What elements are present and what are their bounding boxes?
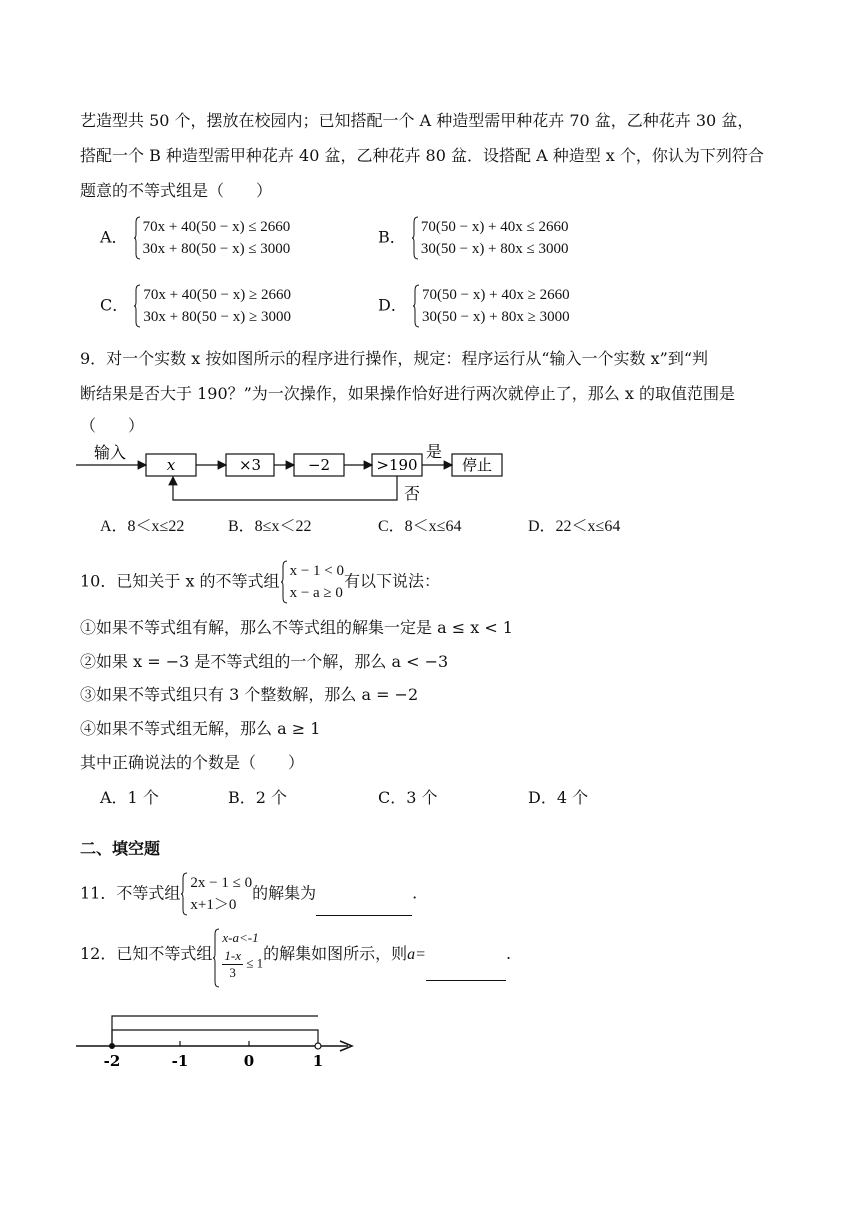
- brace-icon: [133, 284, 141, 328]
- system-line-1: 70x + 40(50 − x) ≥ 2660: [143, 287, 291, 303]
- q12-variable: a=: [407, 946, 426, 963]
- q8-line1: 艺造型共 50 个，摆放在校园内；已知搭配一个 A 种造型需甲种花卉 70 盆，乙种花卉 30 盆，: [80, 111, 754, 130]
- q8-line3: 题意的不等式组是（ ）: [80, 181, 273, 200]
- q10-statement-1: ①如果不等式组有解，那么不等式组的解集一定是 a ≤ x < 1: [80, 618, 513, 637]
- q10-ask: 其中正确说法的个数是（ ）: [80, 753, 305, 772]
- program-flowchart: [76, 438, 516, 518]
- inequality-system: [280, 560, 344, 604]
- brace-icon: [212, 928, 220, 988]
- option-label: C．: [100, 295, 129, 315]
- q12-intro: 12．已知不等式组: [80, 944, 213, 963]
- q11-end: .: [412, 883, 418, 903]
- fraction-denominator: 3: [229, 965, 236, 980]
- flow-box-times3-label: ×3: [238, 456, 262, 474]
- inequality-system: [133, 216, 291, 260]
- system-line-2: 30(50 − x) + 80x ≤ 3000: [420, 241, 569, 257]
- closed-point: [109, 1043, 115, 1049]
- q10-option-d[interactable]: D．4 个: [528, 788, 589, 807]
- system-line-1: 70(50 − x) + 40x ≤ 2660: [420, 219, 569, 235]
- solution-bracket-lower: [112, 1030, 318, 1046]
- flow-yes-label: 是: [426, 442, 443, 461]
- q9-line1: 9．对一个实数 x 按如图所示的程序进行操作，规定：程序运行从“输入一个实数 x”到“判: [80, 349, 709, 368]
- tick-label: -2: [103, 1052, 121, 1070]
- q10-statement-3: ③如果不等式组只有 3 个整数解，那么 a = −2: [80, 685, 419, 704]
- inequality-system: [133, 284, 291, 328]
- q12-end: .: [505, 944, 512, 963]
- q10-option-c[interactable]: C．3 个: [378, 788, 438, 807]
- q9-line2: 断结果是否大于 190？”为一次操作，如果操作恰好进行两次就停止了，那么 x 的取值范围是: [80, 384, 736, 403]
- q10-stem: [80, 560, 440, 604]
- q9-option-c[interactable]: C．8＜x≤64: [378, 518, 462, 535]
- brace-icon: [133, 216, 141, 260]
- section-heading: 二、填空题: [80, 839, 161, 858]
- q12-after: 的解集如图所示，则: [263, 944, 408, 963]
- q9-option-d[interactable]: D．22＜x≤64: [528, 518, 621, 535]
- system-line-1: x − 1 < 0: [289, 563, 344, 579]
- q10-intro: 10．已知关于 x 的不等式组: [80, 571, 280, 591]
- q11-intro: 11．不等式组: [80, 883, 181, 903]
- q12-stem: [80, 928, 511, 981]
- q10-option-a[interactable]: A．1 个: [100, 788, 159, 807]
- system-line-1: 2x − 1 ≤ 0: [190, 875, 253, 891]
- q8-line2: 搭配一个 B 种造型需甲种花卉 40 盆，乙种花卉 80 盆．设搭配 A 种造型 x 个，你认为下列符合: [80, 146, 764, 165]
- q12-answer-blank[interactable]: [426, 962, 506, 981]
- tick-label: 0: [243, 1052, 255, 1070]
- option-label: D．: [378, 295, 407, 315]
- number-line: [76, 1010, 366, 1072]
- fraction: [222, 948, 243, 981]
- q8-option-b[interactable]: [378, 216, 569, 260]
- inequality-system: [212, 928, 263, 981]
- system-line-2: x+1＞0: [190, 897, 237, 913]
- q10-option-b[interactable]: B．2 个: [228, 788, 288, 807]
- relation: ≤ 1: [246, 955, 264, 971]
- flow-box-x-label: x: [166, 456, 176, 474]
- open-point: [315, 1043, 321, 1049]
- q10-after: 有以下说法：: [343, 571, 440, 591]
- brace-icon: [411, 216, 419, 260]
- tick-label: 1: [312, 1052, 324, 1070]
- flow-box-minus2-label: −2: [307, 456, 331, 474]
- brace-icon: [180, 872, 188, 916]
- q11-after: 的解集为: [252, 883, 317, 903]
- tick-label: -1: [171, 1052, 189, 1070]
- system-line-2: [222, 948, 263, 981]
- flow-input-label: 输入: [94, 443, 127, 462]
- q9-option-a[interactable]: A．8＜x≤22: [100, 518, 185, 535]
- inequality-system: [411, 216, 569, 260]
- inequality-system: [412, 284, 570, 328]
- system-line-2: 30x + 80(50 − x) ≤ 3000: [142, 241, 291, 257]
- flow-box-stop-label: 停止: [461, 456, 493, 474]
- q8-option-c[interactable]: [100, 284, 291, 328]
- brace-icon: [280, 560, 288, 604]
- brace-icon: [412, 284, 420, 328]
- system-line-2: 30(50 − x) + 80x ≥ 3000: [421, 309, 570, 325]
- solution-arrow-upper: [112, 1016, 318, 1046]
- flow-box-compare-label: >190: [376, 456, 418, 474]
- q11-answer-blank[interactable]: [316, 897, 412, 916]
- q10-statement-4: ④如果不等式组无解，那么 a ≥ 1: [80, 719, 321, 738]
- inequality-system: [180, 872, 252, 916]
- option-label: B．: [378, 227, 406, 247]
- q10-statement-2: ②如果 x = −3 是不等式组的一个解，那么 a < −3: [80, 652, 449, 671]
- fraction-numerator: 1-x: [224, 948, 241, 963]
- system-line-1: x-a<-1: [222, 930, 259, 945]
- system-line-1: 70x + 40(50 − x) ≤ 2660: [142, 219, 291, 235]
- system-line-2: 30x + 80(50 − x) ≥ 3000: [143, 309, 291, 325]
- system-line-2: x − a ≥ 0: [289, 585, 343, 601]
- q11-stem: [80, 872, 417, 916]
- system-line-1: 70(50 − x) + 40x ≥ 2660: [421, 287, 570, 303]
- q9-line3: （ ）: [80, 416, 145, 435]
- q8-option-a[interactable]: [100, 216, 290, 260]
- option-label: A．: [100, 227, 128, 247]
- flow-no-label: 否: [404, 484, 421, 503]
- q8-option-d[interactable]: [378, 284, 570, 328]
- q9-option-b[interactable]: B．8≤x＜22: [228, 518, 312, 535]
